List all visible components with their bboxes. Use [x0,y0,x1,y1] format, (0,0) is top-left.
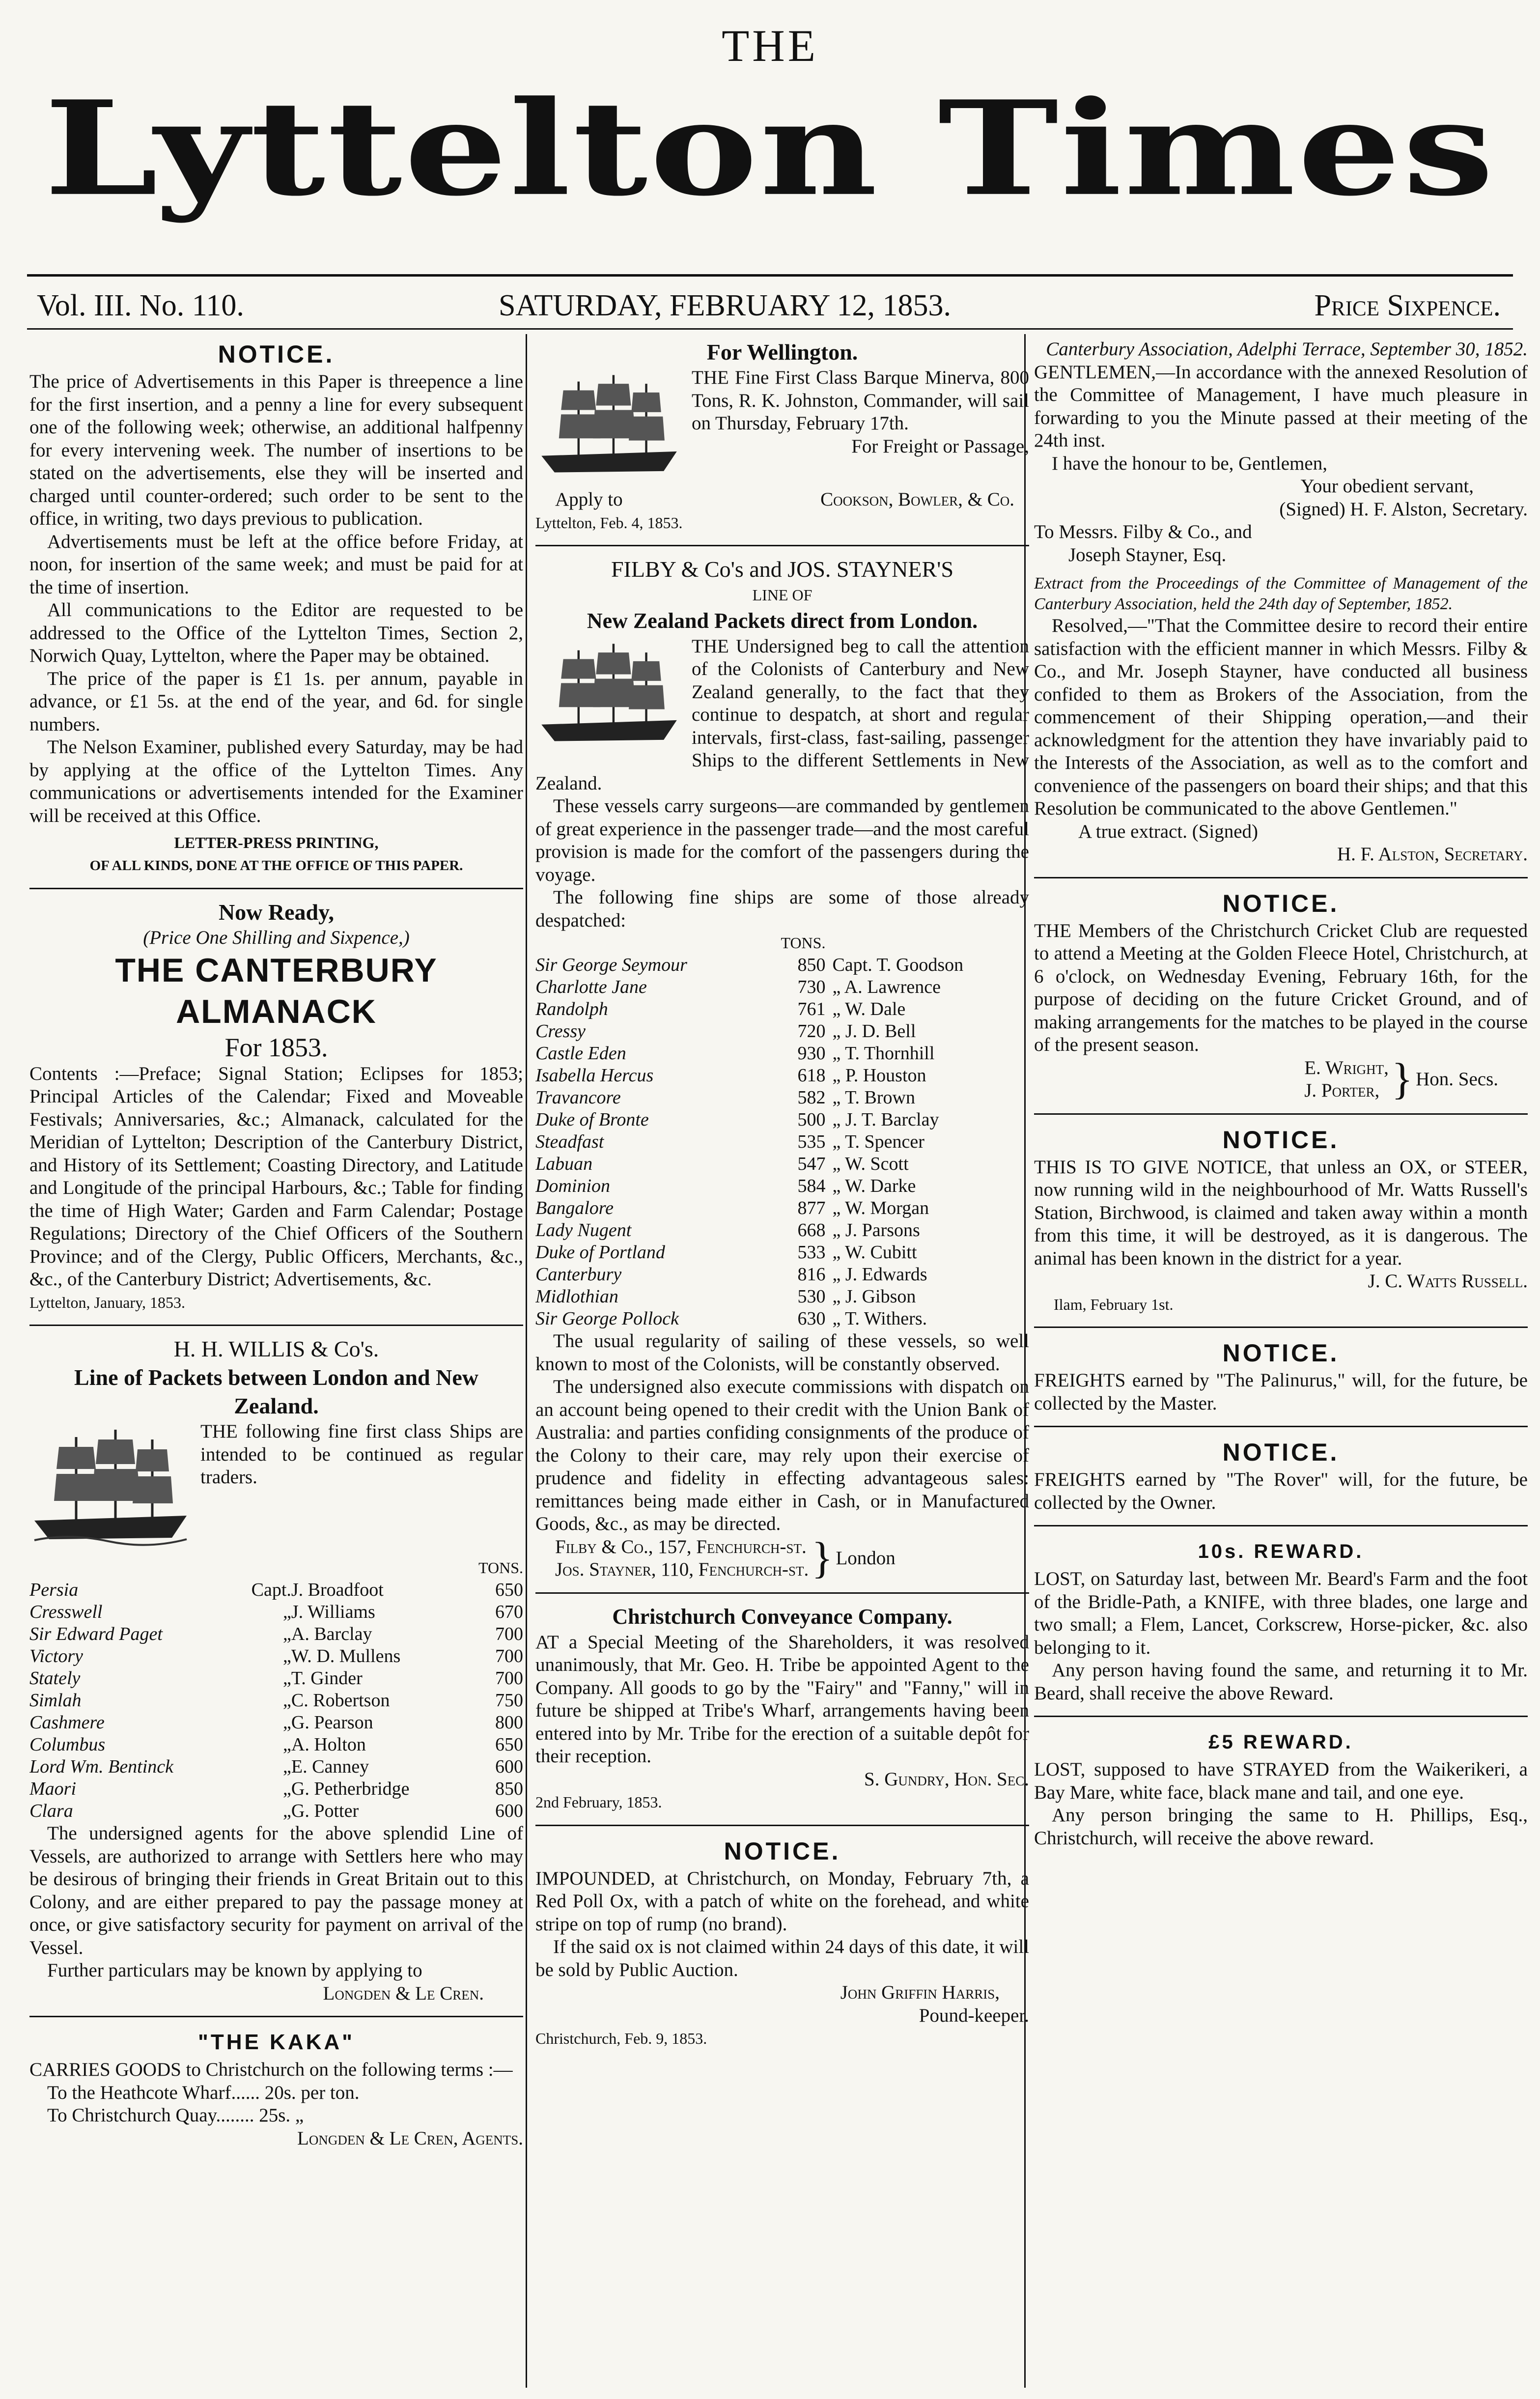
ship-tons: 600 [495,1756,523,1777]
reward-paragraph: LOST, supposed to have STRAYED from the Waikerikeri, a Bay Mare, white face, black mane and tail, and one eye. [1034,1759,1528,1803]
almanack-ready: Now Ready, [218,900,335,925]
table-header [535,932,1029,954]
volume-number: Vol. III. No. 110. [37,289,244,322]
palinurus-notice [1034,1337,1528,1415]
ship-captain: J. Williams [291,1602,375,1622]
ship-name: Duke of Bronte [535,1109,649,1130]
ship-captain: A. Holton [291,1734,366,1755]
filby-signature: Filby & Co., 157, Fenchurch-st. [555,1536,807,1557]
ship-tons: 877 [797,1198,826,1218]
masthead-the: THE [722,21,818,71]
conveyance-dateline: 2nd February, 1853. [535,1793,662,1811]
ship-tons: 761 [797,999,826,1019]
sailing-ship-icon [535,368,683,486]
ship-captain: A. Barclay [291,1624,372,1644]
conveyance-heading: Christchurch Conveyance Company. [612,1604,952,1629]
ship-tons: 650 [495,1734,523,1755]
table-row [535,1308,1029,1330]
notice-paragraph: The price of Advertisements in this Paper is threepence a line for the first insertion, and a penny a line for every subsequent one of the following week; otherwise, an additional halfpenny for every intervening week. The number of insertions to be stated on the advertisements, else they will be inserted and charged until counter-ordered; such order to be sent to the office, in writing, two days previous to publication. [29,371,523,529]
willis-paragraph: Further particulars may be known by applying to [47,1960,422,1981]
ship-tons: 700 [495,1668,523,1689]
ship-tons: 700 [495,1646,523,1666]
table-row [535,1131,1029,1153]
willis-subheading: Line of Packets between London and New Zealand. [74,1365,478,1418]
table-row [29,1690,523,1712]
association-line: To Messrs. Filby & Co., and [1034,521,1252,542]
table-row [29,1756,523,1778]
ship-name: Travancore [535,1087,621,1108]
ship-name: Dominion [535,1176,610,1196]
ship-tons: 720 [797,1021,826,1042]
willis-signature: Longden & Le Cren. [323,1982,484,2004]
table-row [29,1712,523,1734]
masthead-rule-top [27,274,1513,277]
apply-label: Apply to [555,489,623,510]
divider [1034,877,1528,878]
rover-paragraph: FREIGHTS earned by "The Rover" will, for the future, be collected by the Owner. [1034,1469,1528,1513]
ship-name: Cashmere [29,1712,105,1733]
price: Price Sixpence. [1314,289,1501,322]
ship-tons: 670 [495,1602,523,1622]
ship-tons: 800 [495,1712,523,1733]
ship-tons: 618 [797,1065,826,1086]
wellington-heading: For Wellington. [706,339,858,365]
almanack-contents: Contents :—Preface; Signal Station; Eclipses for 1853; Principal Articles of the Calendar; Fixed and Moveable Festivals; Anniversaries, &c.; Almanack, calculated for the Meridian of Lyttelton; Description of the Canterbury District, and History of its Settlement; Coasting Directory, and Latitude and Longitude of the principal Harbours, &c.; Table for finding the time of High Water; Garden and Farm Calendar; Postage Regulations; Directory of the Chief Officers of the Southern Province; and of the Clergy, Public Officers, Merchants, &c., &c., of the Canterbury District; Advertisements, &c. [29,1063,523,1290]
brace-icon: } [812,1534,833,1582]
divider [1034,1327,1528,1328]
ship-name: Maori [29,1778,76,1799]
ship-captain: „ J. Parsons [832,1220,920,1241]
tons-header: TONS. [781,934,826,952]
ship-captain: „ T. Withers. [832,1308,927,1329]
willis-advert [29,1335,523,2005]
filby-paragraph: The undersigned also execute commissions with dispatch on an account being opened to their credit with the Union Bank of Australia: and parties confiding consignments of the produce of the Colony to their care, may rely upon their exercise of prudence and fidelity in effecting advantageous sales: remittances being made either in Cash, or in Manufactured Goods, &c., as may be directed. [535,1376,1029,1534]
kaka-rate: To the Heathcote Wharf...... 20s. per ton. [47,2082,360,2103]
impound-notice [535,1835,1029,2050]
captain-prefix: „ [283,1646,291,1666]
ship-name: Labuan [535,1154,593,1174]
filby-advert [535,555,1029,1581]
ship-name: Sir Edward Paget [29,1624,163,1644]
notice-heading: NOTICE. [1222,1126,1340,1154]
willis-ship-table [29,1557,523,1822]
divider [29,2016,523,2017]
column-2 [535,338,1029,2377]
kaka-signature: Longden & Le Cren, Agents. [297,2127,523,2149]
almanack-dateline: Lyttelton, January, 1853. [29,1293,185,1311]
ship-captain: „ P. Houston [832,1065,926,1086]
table-row [29,1623,523,1645]
wellington-agents: Cookson, Bowler, & Co. [820,489,1014,510]
reward-paragraph: Any person bringing the same to H. Phillips, Esq., Christchurch, will receive the above reward. [1034,1805,1528,1849]
ship-name: Clara [29,1801,73,1821]
wellington-advert [535,338,1029,534]
notice-paragraph: The Nelson Examiner, published every Saturday, may be had by applying at the office of the Lyttelton Times. Any communications or advertisements intended for the Examiner will be received at this Office. [29,736,523,826]
ship-name: Stately [29,1668,81,1689]
sailing-ship-icon [535,637,683,755]
divider [535,1592,1029,1594]
almanack-title: THE CANTERBURY ALMANACK [115,951,438,1030]
impound-signature: John Griffin Harris, [840,1982,1000,2003]
filby-paragraph: The following fine ships are some of those already despatched: [535,887,1029,931]
reward-heading: 10s. REWARD. [1198,1541,1364,1562]
association-extract: Extract from the Proceedings of the Committee of Management of the Canterbury Association, held the 24th day of September, 1852. [1034,574,1528,613]
ship-captain: „ T. Thornhill [832,1043,935,1064]
notice-paragraph: Advertisements must be left at the office before Friday, at noon, for insertion of the same week; and must be paid for at the time of insertion. [29,531,523,598]
ship-name: Bangalore [535,1198,614,1218]
conveyance-paragraph: AT a Special Meeting of the Shareholders, it was resolved unanimously, that Mr. Geo. H. Tribe be appointed Agent to the Company. All goods to go by the "Fairy" and "Fanny," will in future be shipped at Tribe's Wharf, arrangements having been entered into by Mr. Tribe for the erection of a suitable depôt for their reception. [535,1631,1029,1767]
divider [1034,1113,1528,1115]
divider [29,1325,523,1326]
notice-heading: NOTICE. [724,1837,841,1865]
table-row [535,1286,1029,1308]
almanack-price: (Price One Shilling and Sixpence,) [143,927,410,948]
captain-prefix: „ [283,1668,291,1689]
ship-name: Lady Nugent [535,1220,632,1241]
ship-name: Isabella Hercus [535,1065,654,1086]
willis-paragraph: The undersigned agents for the above splendid Line of Vessels, are authorized to arrange with Settlers here who may be desirous of bringing their friends in Great Britain out to this Colony, and are either prepared to pay the passage money at once, or give satisfactory security for payment on arrival of the Vessel. [29,1823,523,1958]
table-row [535,1219,1029,1242]
impound-dateline: Christchurch, Feb. 9, 1853. [535,2030,707,2047]
ship-captain: „ A. Lawrence [832,977,941,997]
letterpress-line: OF ALL KINDS, DONE AT THE OFFICE OF THIS PAPER. [89,857,463,874]
ship-captain: W. D. Mullens [291,1646,401,1666]
ship-captain: „ W. Darke [832,1176,916,1196]
filby-paragraph: The usual regularity of sailing of these vessels, so well known to most of the Colonists, will be constantly observed. [535,1330,1029,1375]
ox-notice [1034,1124,1528,1316]
column-1 [29,338,523,2377]
willis-intro: THE following fine first class Ships are intended to be continued as regular traders. [200,1421,523,1488]
association-signature: H. F. Alston, Secretary. [1337,844,1528,865]
ship-tons: 668 [797,1220,826,1241]
table-row [29,1645,523,1667]
kaka-heading: "THE KAKA" [197,2030,355,2054]
advertising-notice [29,338,523,877]
ship-captain: G. Potter [291,1801,359,1821]
masthead-rule-bottom [27,328,1513,330]
sailing-ship-icon [29,1422,192,1555]
ship-captain: „ J. D. Bell [832,1021,916,1042]
association-paragraph: GENTLEMEN,—In accordance with the annexed Resolution of the Committee of Management, I have much pleasure in forwarding to you the Minute passed at their meeting of the 24th inst. [1034,361,1528,451]
ship-tons: 600 [495,1801,523,1821]
ship-captain: T. Ginder [291,1668,363,1689]
ship-name: Randolph [535,999,608,1019]
association-line: I have the honour to be, Gentlemen, [1052,452,1327,474]
ship-name: Victory [29,1646,84,1666]
ship-captain: „ W. Dale [832,999,906,1019]
association-place: Canterbury Association, Adelphi Terrace, September 30, 1852. [1046,339,1528,360]
filby-heading: FILBY & Co's and JOS. STAYNER'S [611,557,954,582]
almanack-year: For 1853. [224,1032,328,1062]
table-row [29,1601,523,1623]
ship-captain: „ T. Brown [832,1087,915,1108]
ship-name: Steadfast [535,1131,604,1152]
masthead-title: Lyttelton Times [44,72,1496,225]
table-row [535,1175,1029,1197]
association-line: Joseph Stayner, Esq. [1068,544,1227,565]
ship-captain: „ T. Spencer [832,1131,924,1152]
ship-captain: „ W. Cubitt [832,1242,917,1263]
divider [535,545,1029,546]
stayner-signature: Jos. Stayner, 110, Fenchurch-st. [555,1559,809,1580]
captain-prefix: „ [283,1756,291,1777]
conveyance-signature: S. Gundry, Hon. Sec. [864,1768,1029,1790]
cricket-signatures [1034,1057,1528,1102]
ship-tons: 816 [797,1264,826,1285]
ship-name: Sir George Pollock [535,1308,679,1329]
ship-captain: E. Canney [291,1756,369,1777]
table-row [535,1020,1029,1043]
association-line: A true extract. (Signed) [1078,820,1259,842]
ship-tons: 630 [797,1308,826,1329]
table-row [535,1242,1029,1264]
filby-ship-table [535,932,1029,1330]
ship-captain: G. Pearson [291,1712,373,1733]
ox-dateline: Ilam, February 1st. [1054,1295,1174,1313]
table-row [535,1109,1029,1131]
ship-name: Duke of Portland [535,1242,665,1263]
table-row [535,1197,1029,1219]
ship-captain: „ W. Morgan [832,1198,929,1218]
willis-heading: H. H. WILLIS & Co's. [173,1336,379,1361]
reward-heading: £5 REWARD. [1208,1731,1353,1753]
table-row [535,976,1029,998]
ship-name: Lord Wm. Bentinck [29,1756,174,1777]
captain-prefix: „ [283,1624,291,1644]
notice-heading: NOTICE. [218,340,335,368]
reward-paragraph: LOST, on Saturday last, between Mr. Beard's Farm and the foot of the Bridle-Path, a KNIFE, with three blades, one large and two small; a Flem, Lancet, Corkscrew, Horse-picker, &c. also belonging to it. [1034,1568,1528,1658]
table-row [29,1778,523,1800]
ship-tons: 850 [495,1778,523,1799]
notice-paragraph: All communications to the Editor are requested to be addressed to the Office of the Lyttelton Times, Section 2, Norwich Quay, Lyttelton, where the Paper may be obtained. [29,599,523,666]
signature-porter: J. Porter, [1304,1080,1380,1101]
captain-prefix: „ [283,1602,291,1622]
table-row [535,1087,1029,1109]
table-row [29,1734,523,1756]
ship-name: Cressy [535,1021,586,1042]
ship-name: Sir George Seymour [535,955,687,975]
tons-header: TONS. [478,1559,523,1577]
conveyance-advert [535,1603,1029,1814]
table-row [535,954,1029,976]
table-row [535,1043,1029,1065]
dateline [27,286,1513,325]
table-row [29,1579,523,1601]
brace-icon: } [1391,1055,1413,1103]
filby-line-of: LINE OF [752,586,812,604]
column-3 [1034,338,1528,2377]
ship-tons: 700 [495,1624,523,1644]
ship-tons: 547 [797,1154,826,1174]
captain-prefix: „ [283,1801,291,1821]
divider [535,1825,1029,1826]
ship-tons: 584 [797,1176,826,1196]
table-header [29,1557,523,1579]
filby-paragraph: These vessels carry surgeons—are commanded by gentlemen of great experience in the passenger trade—and the most careful provision is made for the comfort of the passengers during the voyage. [535,795,1029,885]
ship-name: Cresswell [29,1602,103,1622]
table-row [29,1667,523,1690]
ship-captain: J. Broadfoot [291,1580,384,1600]
issue-date: SATURDAY, FEBRUARY 12, 1853. [499,289,952,322]
ship-captain: G. Petherbridge [291,1778,410,1799]
table-row [535,1065,1029,1087]
captain-prefix: „ [283,1690,291,1711]
divider [1034,1426,1528,1427]
association-resolution: Resolved,—"That the Committee desire to record their entire satisfaction with the efficient manner in which Messrs. Filby & Co., and Mr. Joseph Stayner, have conducted all business confided to them as Brokers of the Association, from the commencement of their Shipping operation,—and their acknowledgment for the attention they have invariably paid to the Interests of the Association, as well as to the comfort and convenience of the passengers on board their ships; and that this Resolution be communicated to the above Gentlemen." [1034,615,1528,819]
letterpress-line: LETTER-PRESS PRINTING, [174,834,379,851]
ship-tons: 533 [797,1242,826,1263]
notice-heading: NOTICE. [1222,1439,1340,1466]
ship-captain: „ J. Gibson [832,1286,916,1307]
association-line: (Signed) H. F. Alston, Secretary. [1279,498,1528,520]
reward-10s-notice [1034,1535,1528,1705]
wellington-paragraph: THE Fine First Class Barque Minerva, 800 Tons, R. K. Johnston, Commander, will sail on Thursday, February 17th. [692,367,1029,434]
ship-captain: „ J. T. Barclay [832,1109,939,1130]
filby-title: New Zealand Packets direct from London. [587,608,978,633]
association-letter [1034,338,1528,866]
wellington-apply [535,488,1029,511]
cricket-paragraph: THE Members of the Christchurch Cricket Club are requested to attend a Meeting at the Golden Fleece Hotel, Christchurch, at 6 o'clock, on Wednesday Evening, February 16th, for the purpose of deciding on the future Cricket Ground, and of making arrangements for the matches to be played in the course of the present season. [1034,920,1528,1055]
ship-tons: 750 [495,1690,523,1711]
filby-paragraph: THE Undersigned beg to call the attention of the Colonists of Canterbury and New Zealand generally, to the fact that they continue to despatch, at short and regular intervals, first-class, fast-sailing, passenger Ships to the different Settlements in New Zealand. [535,635,1029,794]
signature-wright: E. Wright, [1304,1057,1389,1078]
kaka-paragraph: CARRIES GOODS to Christchurch on the following terms :— [29,2059,513,2080]
table-row [535,1264,1029,1286]
ship-captain: „ W. Scott [832,1154,909,1174]
ship-name: Castle Eden [535,1043,626,1064]
ship-captain: Capt. T. Goodson [832,955,964,975]
ship-name: Canterbury [535,1264,622,1285]
ox-paragraph: THIS IS TO GIVE NOTICE, that unless an OX, or STEER, now running wild in the neighbourhood of Mr. Watts Russell's Station, Birchwood, is claimed and taken away within a month from this time, it will be destroyed, as it is dangerous. The animal has been known in the district for a year. [1034,1156,1528,1269]
divider [1034,1716,1528,1717]
wellington-dateline: Lyttelton, Feb. 4, 1853. [535,513,683,532]
table-row [535,1153,1029,1175]
ship-name: Persia [29,1580,79,1600]
notice-heading: NOTICE. [1222,889,1340,917]
table-row [535,998,1029,1020]
ship-name: Simlah [29,1690,82,1711]
ship-name: Midlothian [535,1286,618,1307]
ship-tons: 850 [797,955,826,975]
kaka-rate: To Christchurch Quay........ 25s. „ [47,2105,304,2126]
palinurus-paragraph: FREIGHTS earned by "The Palinurus," will, for the future, be collected by the Master. [1034,1370,1528,1414]
captain-prefix: „ [283,1712,291,1733]
column-divider-1 [526,334,527,2388]
ship-tons: 530 [797,1286,826,1307]
almanack-advert [29,898,523,1314]
ship-tons: 930 [797,1043,826,1064]
wellington-freight: For Freight or Passage, [851,435,1029,457]
filby-signatures [535,1536,1029,1581]
ship-captain: „ J. Edwards [832,1264,927,1285]
impound-paragraph: If the said ox is not claimed within 24 days of this date, it will be sold by Public Auction. [535,1936,1029,1980]
ship-tons: 500 [797,1109,826,1130]
ox-signature: J. C. Watts Russell. [1368,1270,1528,1292]
captain-prefix: „ [283,1734,291,1755]
divider [29,888,523,889]
cricket-notice [1034,887,1528,1102]
kaka-advert [29,2026,523,2150]
london-label: London [836,1547,896,1569]
captain-prefix: „ [283,1778,291,1799]
ship-tons: 650 [495,1580,523,1600]
ship-name: Columbus [29,1734,106,1755]
ship-tons: 535 [797,1131,826,1152]
ship-name: Charlotte Jane [535,977,647,997]
impound-title: Pound-keeper. [919,2004,1029,2026]
impound-paragraph: IMPOUNDED, at Christchurch, on Monday, February 7th, a Red Poll Ox, with a patch of white on the forehead, and white stripe on top of rump (no brand). [535,1867,1029,1935]
reward-5pound-notice [1034,1726,1528,1850]
ship-tons: 730 [797,977,826,997]
divider [1034,1525,1528,1526]
ship-tons: 582 [797,1087,826,1108]
ship-captain: C. Robertson [291,1690,390,1711]
notice-heading: NOTICE. [1222,1339,1340,1367]
hon-secs: Hon. Secs. [1416,1068,1498,1090]
table-row [29,1800,523,1822]
reward-paragraph: Any person having found the same, and returning it to Mr. Beard, shall receive the above Reward. [1034,1660,1528,1704]
association-line: Your obedient servant, [1300,476,1474,497]
rover-notice [1034,1436,1528,1514]
captain-prefix: Capt. [251,1580,291,1600]
notice-paragraph: The price of the paper is £1 1s. per annum, payable in advance, or £1 5s. at the end of the year, and 6d. for single numbers. [29,668,523,735]
